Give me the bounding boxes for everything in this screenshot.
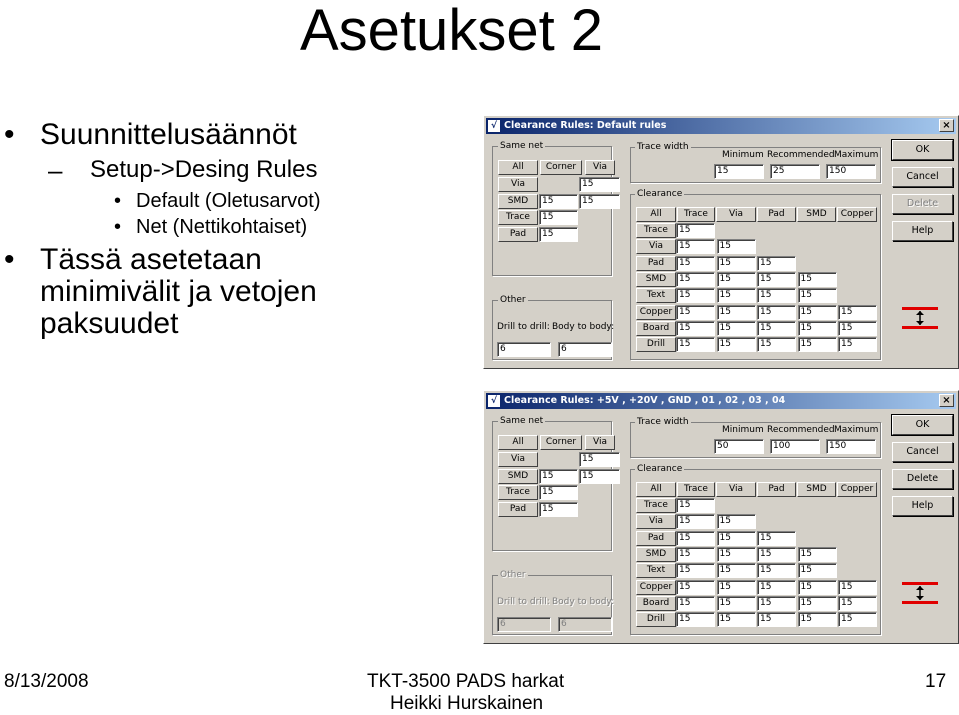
bullet-description-line3: paksuudet xyxy=(40,307,179,340)
same-net-row-trace[interactable]: Trace xyxy=(498,210,538,225)
clearance-cell[interactable]: 15 xyxy=(676,305,715,320)
drill-to-drill-label: Drill to drill: xyxy=(497,597,550,607)
close-icon[interactable]: × xyxy=(939,394,954,407)
clearance-cell[interactable]: 15 xyxy=(798,563,837,578)
clearance-row-drill[interactable]: Drill xyxy=(636,612,676,627)
footer-date: 8/13/2008 xyxy=(4,671,89,692)
footer-author: Heikki Hurskainen xyxy=(390,693,544,714)
clearance-header-smd[interactable]: SMD xyxy=(797,482,836,497)
body-to-body-label: Body to body: xyxy=(552,322,615,332)
clearance-row-text[interactable]: Text xyxy=(636,563,676,578)
other-label: Other xyxy=(500,570,526,580)
dialog-title: Clearance Rules: +5V , +20V , GND , 01 , 02 , 03 , 04 xyxy=(504,395,786,406)
help-button[interactable]: Help xyxy=(892,221,953,241)
clearance-cell[interactable]: 15 xyxy=(798,580,837,595)
drill-to-drill-input[interactable]: 6 xyxy=(497,342,551,357)
footer-page-number: 17 xyxy=(925,671,947,692)
clearance-cell[interactable]: 15 xyxy=(757,305,796,320)
body-to-body-label: Body to body: xyxy=(552,597,615,607)
body-to-body-input[interactable]: 6 xyxy=(558,342,612,357)
clearance-cell[interactable]: 15 xyxy=(838,337,877,352)
clearance-row-board[interactable]: Board xyxy=(636,321,676,336)
clearance-cell[interactable]: 15 xyxy=(676,321,715,336)
clearance-symbol-icon xyxy=(902,581,938,605)
clearance-header-via[interactable]: Via xyxy=(716,207,756,222)
clearance-row-via[interactable]: Via xyxy=(636,239,676,254)
clearance-cell[interactable]: 15 xyxy=(717,321,756,336)
bullet-description-line1: • Tässä asetetaan xyxy=(40,243,262,276)
same-net-row-pad[interactable]: Pad xyxy=(498,502,538,517)
clearance-header-pad[interactable]: Pad xyxy=(757,207,796,222)
same-net-row-pad[interactable]: Pad xyxy=(498,227,538,242)
same-net-row-smd[interactable]: SMD xyxy=(498,469,538,484)
same-net-row-via[interactable]: Via xyxy=(498,177,538,192)
same-net-cell[interactable]: 15 xyxy=(579,177,620,192)
clearance-cell[interactable]: 15 xyxy=(717,596,756,611)
same-net-cell[interactable]: 15 xyxy=(579,469,620,484)
clearance-cell[interactable]: 15 xyxy=(838,321,877,336)
clearance-cell[interactable]: 15 xyxy=(757,531,796,546)
clearance-cell[interactable]: 15 xyxy=(676,514,715,529)
same-net-label: Same net xyxy=(500,141,544,151)
same-net-cell[interactable]: 15 xyxy=(579,452,620,467)
clearance-cell[interactable]: 15 xyxy=(757,321,796,336)
delete-button: Delete xyxy=(892,194,953,214)
trace-width-maximum-input[interactable]: 150 xyxy=(826,439,876,454)
clearance-cell[interactable]: 15 xyxy=(676,288,715,303)
clearance-cell[interactable]: 15 xyxy=(757,612,796,627)
clearance-cell[interactable]: 15 xyxy=(676,337,715,352)
cancel-button[interactable]: Cancel xyxy=(892,167,953,187)
trace-width-recommended-label: Recommended xyxy=(767,425,835,435)
clearance-label: Clearance xyxy=(637,189,683,199)
trace-width-minimum-label: Minimum xyxy=(722,425,764,435)
clearance-cell[interactable]: 15 xyxy=(798,337,837,352)
delete-button[interactable]: Delete xyxy=(892,469,953,489)
footer-course: TKT-3500 PADS harkat xyxy=(367,671,565,692)
same-net-cell[interactable]: 15 xyxy=(539,227,578,242)
trace-width-maximum-label: Maximum xyxy=(834,425,879,435)
clearance-row-pad[interactable]: Pad xyxy=(636,256,676,271)
clearance-header-copper[interactable]: Copper xyxy=(837,207,877,222)
clearance-cell[interactable]: 15 xyxy=(676,547,715,562)
clearance-row-trace[interactable]: Trace xyxy=(636,223,676,238)
clearance-cell[interactable]: 15 xyxy=(676,580,715,595)
cancel-button[interactable]: Cancel xyxy=(892,442,953,462)
clearance-header-trace[interactable]: Trace xyxy=(677,207,715,222)
clearance-dialog-default xyxy=(483,115,959,369)
other-label: Other xyxy=(500,295,526,305)
dialog-title-bar xyxy=(486,393,956,409)
clearance-row-board[interactable]: Board xyxy=(636,596,676,611)
bullet-description-line2: minimivälit ja vetojen xyxy=(40,275,317,308)
same-net-cell[interactable]: 15 xyxy=(539,485,578,500)
clearance-cell[interactable]: 15 xyxy=(676,223,715,238)
clearance-row-text[interactable]: Text xyxy=(636,288,676,303)
same-net-header-corner[interactable]: Corner xyxy=(540,160,582,175)
clearance-label: Clearance xyxy=(637,464,683,474)
clearance-cell[interactable]: 15 xyxy=(717,305,756,320)
same-net-row-via[interactable]: Via xyxy=(498,452,538,467)
same-net-row-trace[interactable]: Trace xyxy=(498,485,538,500)
clearance-cell[interactable]: 15 xyxy=(676,239,715,254)
clearance-header-via[interactable]: Via xyxy=(716,482,756,497)
slide-title: Asetukset 2 xyxy=(300,0,604,63)
clearance-header-smd[interactable]: SMD xyxy=(797,207,836,222)
clearance-header-all[interactable]: All xyxy=(636,482,676,497)
same-net-label: Same net xyxy=(500,416,544,426)
clearance-cell[interactable]: 15 xyxy=(717,563,756,578)
trace-width-recommended-input[interactable]: 100 xyxy=(770,439,820,454)
help-button[interactable]: Help xyxy=(892,496,953,516)
same-net-header-corner[interactable]: Corner xyxy=(540,435,582,450)
clearance-cell[interactable]: 15 xyxy=(838,596,877,611)
same-net-cell[interactable]: 15 xyxy=(539,210,578,225)
clearance-cell[interactable]: 15 xyxy=(757,288,796,303)
clearance-row-copper[interactable]: Copper xyxy=(636,580,676,595)
clearance-symbol-icon xyxy=(902,306,938,330)
clearance-cell[interactable]: 15 xyxy=(798,612,837,627)
clearance-cell[interactable]: 15 xyxy=(757,580,796,595)
clearance-row-trace[interactable]: Trace xyxy=(636,498,676,513)
clearance-cell[interactable]: 15 xyxy=(717,337,756,352)
same-net-cell[interactable]: 15 xyxy=(539,194,578,209)
ok-button[interactable]: OK xyxy=(892,415,953,435)
clearance-cell[interactable]: 15 xyxy=(757,272,796,287)
pads-app-icon: √ xyxy=(488,395,500,407)
clearance-row-drill[interactable]: Drill xyxy=(636,337,676,352)
bullet-list xyxy=(0,118,470,344)
close-icon[interactable]: × xyxy=(939,119,954,132)
clearance-row-copper[interactable]: Copper xyxy=(636,305,676,320)
clearance-cell[interactable]: 15 xyxy=(757,256,796,271)
clearance-cell[interactable]: 15 xyxy=(717,612,756,627)
clearance-cell[interactable]: 15 xyxy=(798,305,837,320)
clearance-cell[interactable]: 15 xyxy=(757,337,796,352)
clearance-cell[interactable]: 15 xyxy=(717,288,756,303)
clearance-header-pad[interactable]: Pad xyxy=(757,482,796,497)
trace-width-minimum-input[interactable]: 15 xyxy=(714,164,764,179)
clearance-row-smd[interactable]: SMD xyxy=(636,547,676,562)
clearance-cell[interactable]: 15 xyxy=(757,596,796,611)
trace-width-maximum-input[interactable]: 150 xyxy=(826,164,876,179)
clearance-cell[interactable]: 15 xyxy=(717,514,756,529)
clearance-cell[interactable]: 15 xyxy=(717,256,756,271)
clearance-cell[interactable]: 15 xyxy=(676,498,715,513)
drill-to-drill-input: 6 xyxy=(497,617,551,632)
clearance-cell[interactable]: 15 xyxy=(717,272,756,287)
clearance-cell[interactable]: 15 xyxy=(717,531,756,546)
trace-width-maximum-label: Maximum xyxy=(834,150,879,160)
clearance-row-smd[interactable]: SMD xyxy=(636,272,676,287)
clearance-cell[interactable]: 15 xyxy=(676,563,715,578)
same-net-header-via[interactable]: Via xyxy=(585,160,615,175)
clearance-cell[interactable]: 15 xyxy=(798,596,837,611)
clearance-cell[interactable]: 15 xyxy=(717,547,756,562)
same-net-header-via[interactable]: Via xyxy=(585,435,615,450)
clearance-dialog-nets xyxy=(483,390,959,644)
trace-width-recommended-input[interactable]: 25 xyxy=(770,164,820,179)
dialog-title-bar xyxy=(486,118,956,134)
pads-app-icon: √ xyxy=(488,120,500,132)
trace-width-recommended-label: Recommended xyxy=(767,150,835,160)
clearance-cell[interactable]: 15 xyxy=(676,256,715,271)
ok-button[interactable]: OK xyxy=(892,140,953,160)
clearance-header-trace[interactable]: Trace xyxy=(677,482,715,497)
clearance-cell[interactable]: 15 xyxy=(676,612,715,627)
clearance-cell[interactable]: 15 xyxy=(838,305,877,320)
clearance-cell[interactable]: 15 xyxy=(798,547,837,562)
bullet-description xyxy=(0,244,470,340)
same-net-cell[interactable]: 15 xyxy=(539,502,578,517)
dialog-title: Clearance Rules: Default rules xyxy=(504,120,667,131)
clearance-cell[interactable]: 15 xyxy=(798,321,837,336)
clearance-cell[interactable]: 15 xyxy=(676,531,715,546)
clearance-cell[interactable]: 15 xyxy=(757,563,796,578)
clearance-cell[interactable]: 15 xyxy=(798,288,837,303)
same-net-header-all[interactable]: All xyxy=(498,160,538,175)
bullet-net: • Net (Nettikohtaiset) xyxy=(0,214,470,240)
clearance-cell[interactable]: 15 xyxy=(717,580,756,595)
body-to-body-input: 6 xyxy=(558,617,612,632)
clearance-cell[interactable]: 15 xyxy=(676,596,715,611)
clearance-cell[interactable]: 15 xyxy=(798,272,837,287)
clearance-cell[interactable]: 15 xyxy=(717,239,756,254)
trace-width-minimum-input[interactable]: 50 xyxy=(714,439,764,454)
same-net-cell[interactable]: 15 xyxy=(579,194,620,209)
trace-width-label: Trace width xyxy=(637,142,689,152)
clearance-header-copper[interactable]: Copper xyxy=(837,482,877,497)
same-net-cell[interactable]: 15 xyxy=(539,469,578,484)
bullet-design-rules: • Suunnittelusäännöt xyxy=(0,118,470,152)
trace-width-label: Trace width xyxy=(637,417,689,427)
bullet-default: • Default (Oletusarvot) xyxy=(0,188,470,214)
same-net-header-all[interactable]: All xyxy=(498,435,538,450)
clearance-cell[interactable]: 15 xyxy=(838,580,877,595)
trace-width-minimum-label: Minimum xyxy=(722,150,764,160)
clearance-row-via[interactable]: Via xyxy=(636,514,676,529)
drill-to-drill-label: Drill to drill: xyxy=(497,322,550,332)
clearance-cell[interactable]: 15 xyxy=(838,612,877,627)
bullet-setup-path: – Setup->Desing Rules xyxy=(0,156,470,184)
clearance-header-all[interactable]: All xyxy=(636,207,676,222)
clearance-cell[interactable]: 15 xyxy=(757,547,796,562)
clearance-row-pad[interactable]: Pad xyxy=(636,531,676,546)
same-net-row-smd[interactable]: SMD xyxy=(498,194,538,209)
clearance-cell[interactable]: 15 xyxy=(676,272,715,287)
